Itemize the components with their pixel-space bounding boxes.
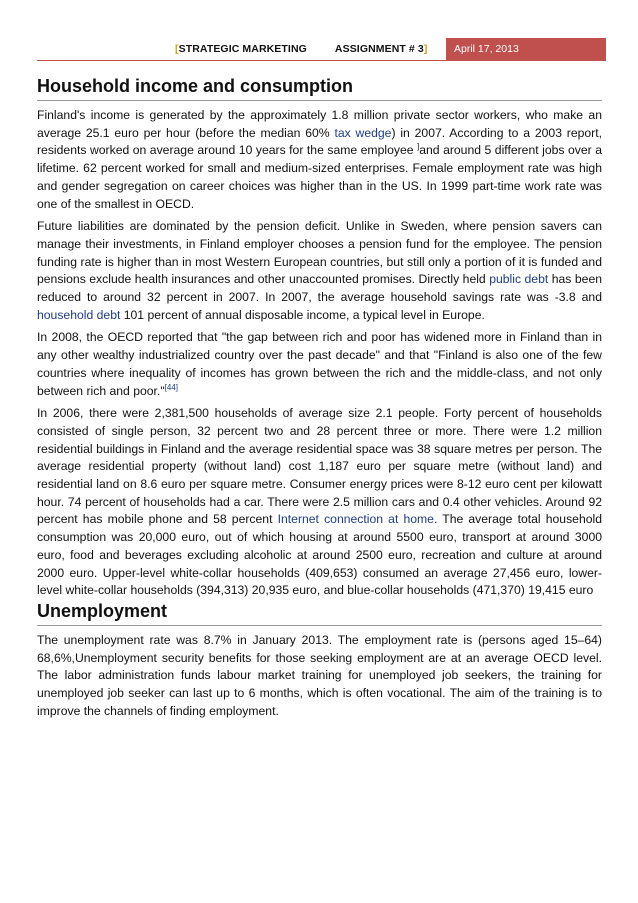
text-run: In 2008, the OECD reported that "the gap between rich and poor has widened more in Finland than in any other wealthy industrialized country over the past decade" and that "Finland is also one of the few countries where inequality of incomes has grown between the rich and the middle-class, and not only between rich and poor." bbox=[37, 330, 602, 398]
text-run: Finland's income is generated by the approximately 1.8 million private sector workers, who make an average 25.1 euro per hour (before the median 60% bbox=[37, 108, 602, 140]
header-course: STRATEGIC MARKETING bbox=[178, 43, 307, 55]
paragraph-households bbox=[37, 405, 602, 600]
header-title bbox=[175, 43, 427, 55]
paragraph-pension bbox=[37, 218, 602, 324]
header-open-bracket: [ bbox=[175, 43, 179, 55]
text-run: ) in 2007. According to a 2003 report, residents worked on average around 10 years for the same employee bbox=[37, 125, 603, 158]
header-rule bbox=[37, 60, 606, 61]
text-run: has been reduced to around 32 percent in 2007. In 2007, the average household savings rate was -3.8 and bbox=[37, 272, 602, 305]
heading-household-income: Household income and consumption bbox=[37, 76, 602, 101]
link-internet-connection[interactable]: Internet connection at home bbox=[277, 512, 434, 527]
text-run: and around 5 different jobs over a lifetime. 62 percent worked for small and medium-sized enterprises. Female employment rate was high and gender segregation on career choices was higher than in the US. In 1999 part-time work rate was one of the smallest in OECD. bbox=[37, 143, 602, 211]
link-tax-wedge[interactable]: tax wedge bbox=[334, 125, 392, 140]
paragraph-income bbox=[37, 107, 602, 213]
text-run: . The average total household consumption was 20,000 euro, out of which housing at around 5500 euro, transport at around 3000 euro, food and beverages excluding alcoholic at around 2500 euro, recreation and culture at around 2000 euro. Upper-level white-collar households (409,653) consumed an average 27,456 euro, lower-level white-collar households (394,313) 20,935 euro, and blue-collar households (471,370) 19,415 euro bbox=[37, 512, 602, 598]
citation-44[interactable]: [44] bbox=[164, 382, 178, 392]
link-public-debt[interactable]: public debt bbox=[489, 272, 549, 287]
heading-unemployment: Unemployment bbox=[37, 601, 602, 626]
footnote-marker: ] bbox=[417, 142, 420, 152]
paragraph-unemployment: The unemployment rate was 8.7% in January 2013. The employment rate is (persons aged 15–64) 68,6%,Unemployment security benefits for those seeking employment are at an average OECD level. The labor administration funds labour market training for unemployed job seekers, the training for unemployed job seeker can last up to 6 months, which is often vocational. The aim of the training is to improve the channels of finding employment. bbox=[37, 632, 602, 718]
text-run: 101 percent of annual disposable income, a typical level in Europe. bbox=[120, 307, 485, 322]
text-run: Future liabilities are dominated by the pension deficit. Unlike in Sweden, where pension savers can manage their investments, in Finland employer chooses a pension fund for the employee. The pension funding rate is higher than in most Western European countries, but still only a portion of it is funded and pensions exclude health insurances and other unaccounted promises. Directly held bbox=[37, 219, 602, 287]
link-household-debt[interactable]: household debt bbox=[37, 307, 121, 322]
document-body bbox=[37, 76, 602, 721]
paragraph-oecd bbox=[37, 329, 602, 400]
header-date: April 17, 2013 bbox=[446, 38, 606, 60]
text-run: In 2006, there were 2,381,500 households of average size 2.1 people. Forty percent of households consisted of single person, 32 percent two and 28 percent three or more. There were 1.2 million residential buildings in Finland and the average residential space was 38 square metres per person. The average residential property (without land) cost 1,187 euro per square metre (without land) and residential land on 8.6 euro per square metre. Consumer energy prices were 8-12 euro cent per kilowatt hour. 74 percent of households had a car. There were 2.5 million cars and 0.4 other vehicles. Around 92 percent has mobile phone and 58 percent bbox=[37, 406, 602, 527]
header-assignment: ASSIGNMENT # 3 bbox=[334, 43, 424, 55]
page-header bbox=[37, 38, 601, 60]
header-close-bracket: ] bbox=[423, 43, 428, 55]
